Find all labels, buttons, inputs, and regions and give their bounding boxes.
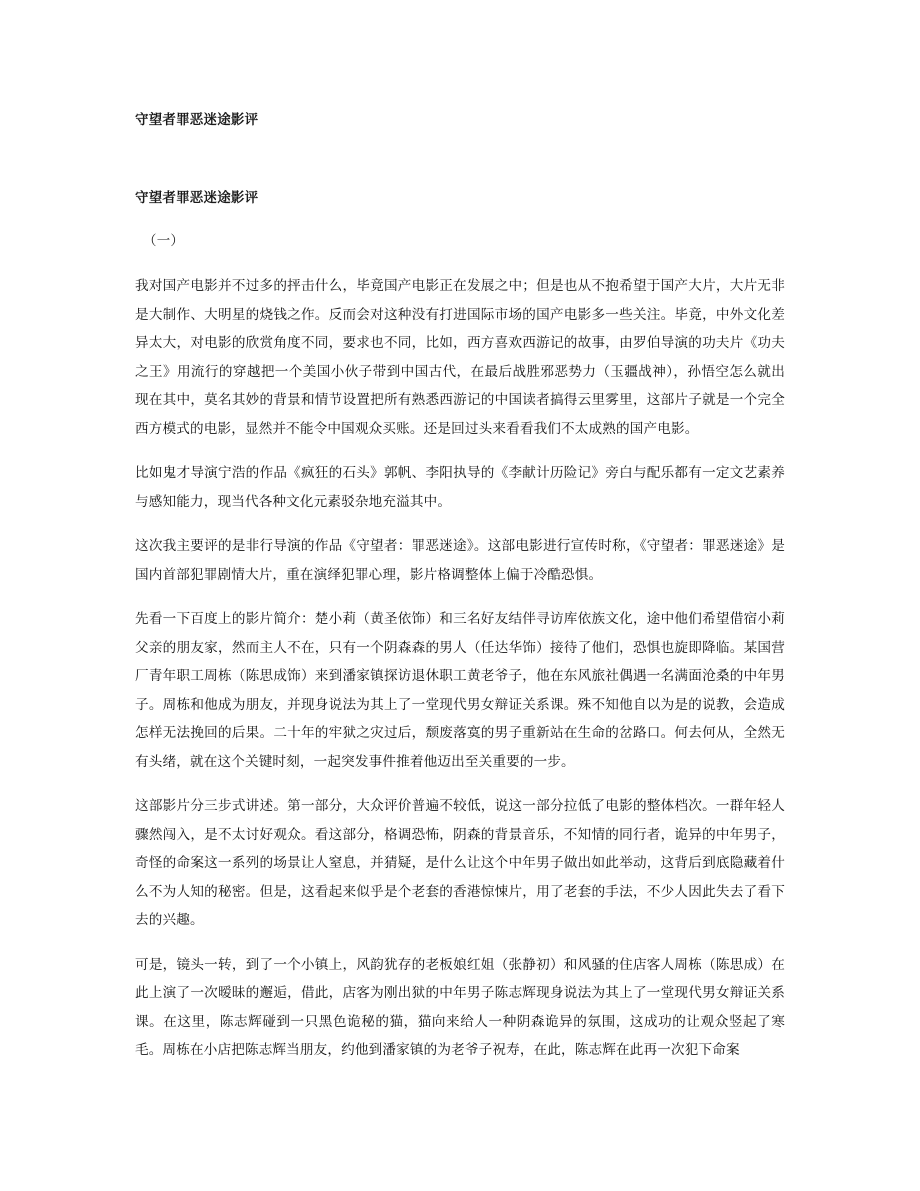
section-label: （一） — [143, 232, 185, 249]
body-paragraph: 这次我主要评的是非行导演的作品《守望者：罪恶迷途》。这部电影进行宣传时称，《守望者：罪恶迷途》是国内首部犯罪剧情大片，重在演绎犯罪心理，影片格调整体上偏于冷酷恐惧。 — [135, 538, 785, 583]
document-content — [135, 0, 785, 1065]
body-paragraph: 这部影片分三步式讲述。第一部分，大众评价普遍不较低，说这一部分拉低了电影的整体档次。一群年轻人骤然闯入，是不太讨好观众。看这部分，格调恐怖，阴森的背景音乐，不知情的同行者，诡异的中年男子，奇怪的命案这一系列的场景让人窒息，并猜疑，是什么让这个中年男子做出如此举动，这背后到底隐藏着什么不为人知的秘密。但是，这看起来似乎是个老套的香港惊悚片，用了老套的手法，不少人因此失去了看下去的兴趣。 — [135, 798, 785, 929]
document-header: 守望者罪恶迷途影评 — [135, 112, 259, 128]
body-paragraph: 可是，镜头一转，到了一个小镇上，风韵犹存的老板娘红姐（张静初）和风骚的住店客人周栋（陈思成）在此上演了一次暧昧的邂逅，借此，店客为刚出狱的中年男子陈志辉现身说法为其上了一堂现代男女辩证关系课。在这里，陈志辉碰到一只黑色诡秘的猫，猫向来给人一种阴森诡异的氛围，这成功的让观众竖起了寒毛。周栋在小店把陈志辉当朋友，约他到潘家镇的为老爷子祝寿，在此，陈志辉在此再一次犯下命案 — [135, 956, 785, 1059]
body-paragraph: 先看一下百度上的影片简介：楚小莉（黄圣依饰）和三名好友结伴寻访库依族文化，途中他们希望借宿小莉父亲的朋友家，然而主人不在，只有一个阴森森的男人（任达华饰）接待了他们，恐惧也旋即降临。某国营厂青年职工周栋（陈思成饰）来到潘家镇探访退休职工黄老爷子，他在东风旅社偶遇一名满面沧桑的中年男子。周栋和他成为朋友，并现身说法为其上了一堂现代男女辩证关系课。殊不知他自以为是的说教，会造成怎样无法挽回的后果。二十年的牢狱之灾过后，颓废落寞的男子重新站在生命的岔路口。何去何从，全然无有头绪，就在这个关键时刻，一起突发事件推着他迈出至关重要的一步。 — [135, 611, 785, 770]
body-paragraph: 我对国产电影并不过多的抨击什么，毕竟国产电影正在发展之中；但是也从不抱希望于国产大片，大片无非是大制作、大明星的烧钱之作。反而会对这种没有打进国际市场的国产电影多一些关注。毕竟，中外文化差异太大，对电影的欣赏角度不同，要求也不同，比如，西方喜欢西游记的故事，由罗伯导演的功夫片《功夫之王》用流行的穿越把一个美国小伙子带到中国古代，在最后战胜邪恶势力（玉疆战神），孙悟空怎么就出现在其中，莫名其妙的背景和情节设置把所有熟悉西游记的中国读者搞得云里雾里，这部片子就是一个完全西方模式的电影，显然并不能令中国观众买账。还是回过头来看看我们不太成熟的国产电影。 — [135, 278, 785, 437]
body-paragraph: 比如鬼才导演宁浩的作品《疯狂的石头》郭帆、李阳执导的《李献计历险记》旁白与配乐都有一定文艺素养与感知能力，现当代各种文化元素驳杂地充溢其中。 — [135, 465, 785, 510]
page-title: 守望者罪恶迷途影评 — [135, 190, 259, 207]
